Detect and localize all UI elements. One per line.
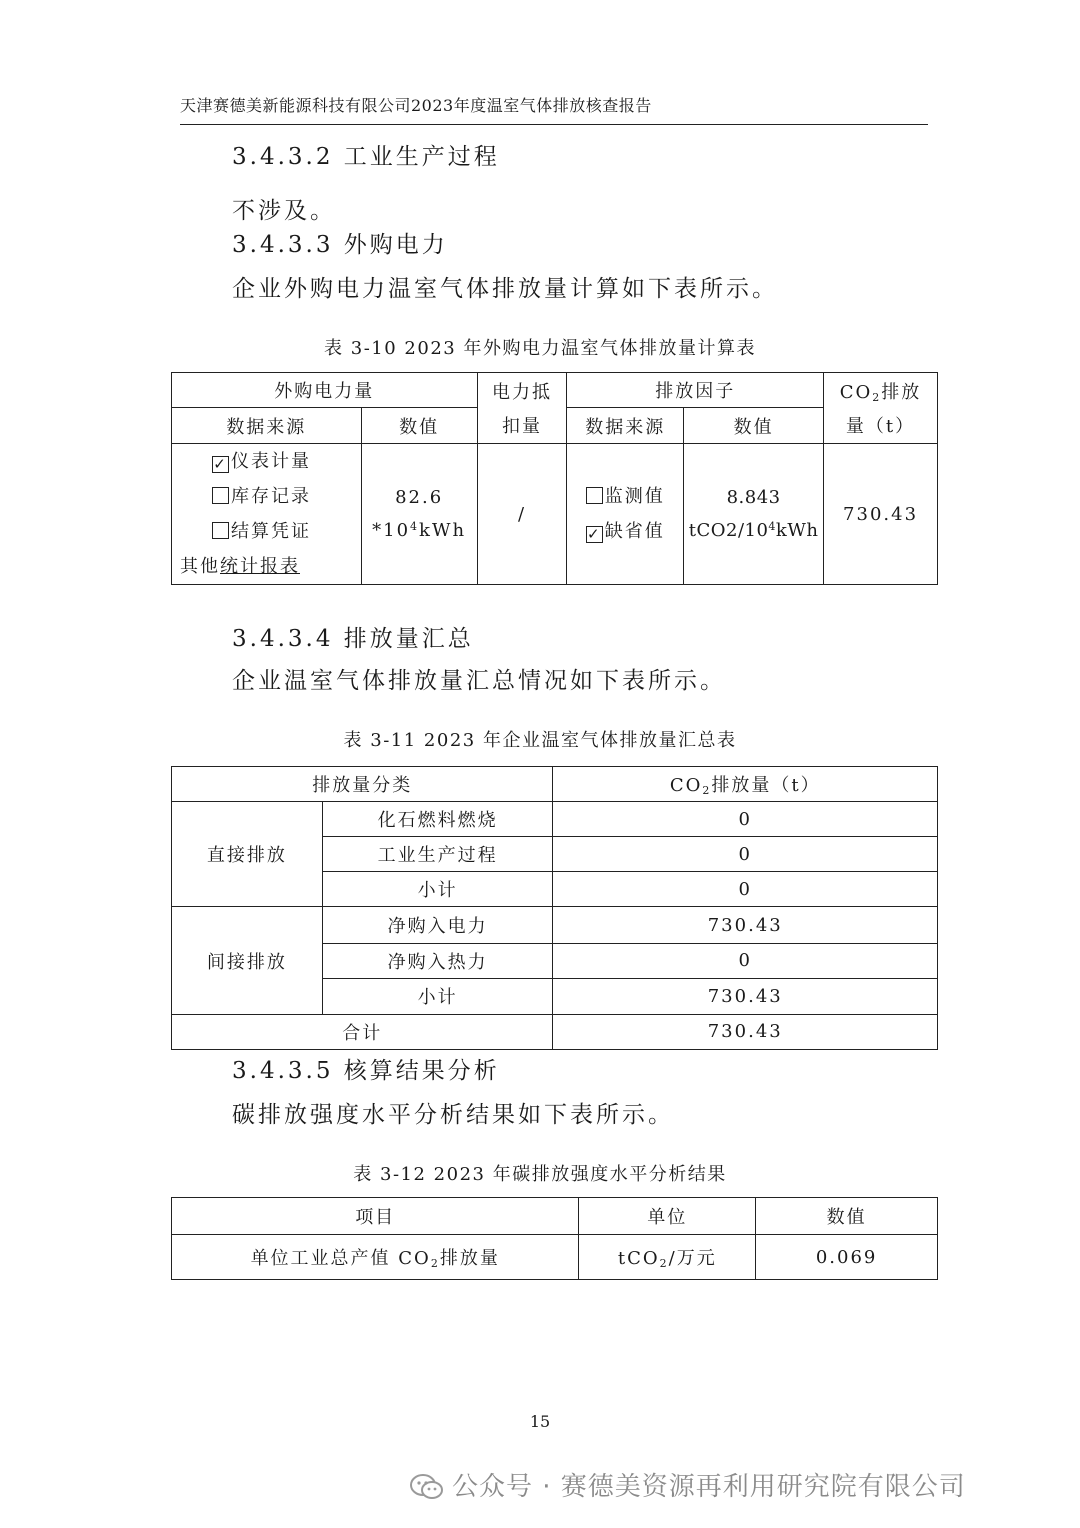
caption-table-3-10: 表 3-10 2023 年外购电力温室气体排放量计算表 bbox=[324, 338, 756, 359]
cell-indirect: 间接排放 bbox=[172, 907, 323, 1014]
th-co2-post: 排放量（t） bbox=[711, 775, 821, 797]
cell-elec-val: 730.43 bbox=[553, 907, 938, 943]
value-unit-sup: 4 bbox=[410, 520, 420, 533]
cell-item bbox=[172, 1235, 579, 1280]
th-co2-line1 bbox=[824, 378, 937, 404]
checkbox-icon bbox=[212, 522, 229, 539]
cell-indirect-subtotal: 小计 bbox=[322, 978, 553, 1014]
page-header bbox=[180, 92, 928, 125]
th-unit: 单位 bbox=[579, 1198, 756, 1235]
value-unit-post: kWh bbox=[419, 520, 467, 541]
th-deduct-line1: 电力抵 bbox=[491, 382, 552, 403]
value-unit-pre: *10 bbox=[372, 520, 411, 541]
page-number: 15 bbox=[529, 1412, 551, 1431]
table-3-12 bbox=[171, 1197, 938, 1280]
checkbox-icon: ✓ bbox=[213, 455, 228, 473]
cell-industrial-val: 0 bbox=[553, 837, 938, 872]
cell-value: 0.069 bbox=[756, 1235, 938, 1280]
th-factor: 排放因子 bbox=[567, 373, 824, 408]
cell-factor-value bbox=[684, 444, 824, 585]
th-co2-sub: 2 bbox=[872, 391, 882, 404]
table-3-10 bbox=[171, 372, 938, 585]
checkbox-icon bbox=[212, 487, 229, 504]
cell-direct: 直接排放 bbox=[172, 802, 323, 907]
heading-3432: 3.4.3.2 工业生产过程 bbox=[232, 144, 500, 170]
factor-unit-post: kWh bbox=[775, 520, 819, 541]
option-default bbox=[567, 514, 683, 549]
cell-factor-options bbox=[567, 444, 684, 585]
caption-table-3-11: 表 3-11 2023 年企业温室气体排放量汇总表 bbox=[343, 730, 737, 751]
item-sub: 2 bbox=[430, 1257, 440, 1270]
option-meter bbox=[212, 444, 361, 479]
cell-fossil-val: 0 bbox=[553, 802, 938, 837]
cell-heat-val: 0 bbox=[553, 943, 938, 978]
cell-total-val: 730.43 bbox=[553, 1014, 938, 1049]
th-factor-source: 数据来源 bbox=[567, 408, 684, 444]
factor-unit-sup: 4 bbox=[768, 520, 776, 533]
text-3434: 企业温室气体排放量汇总情况如下表所示。 bbox=[232, 668, 726, 694]
cell-deduct: / bbox=[477, 444, 567, 585]
cell-direct-subtotal: 小计 bbox=[322, 872, 553, 907]
th-deduct bbox=[477, 373, 567, 444]
cell-elec: 净购入电力 bbox=[322, 907, 553, 943]
th-co2-pre: CO bbox=[839, 382, 873, 403]
option-inventory-label: 库存记录 bbox=[231, 486, 311, 507]
th-co2-pre: CO bbox=[669, 775, 703, 797]
cell-direct-subtotal-val: 0 bbox=[553, 872, 938, 907]
unit-sub: 2 bbox=[659, 1257, 669, 1270]
heading-3433: 3.4.3.3 外购电力 bbox=[232, 232, 448, 258]
watermark bbox=[410, 1466, 966, 1503]
factor-unit-pre: tCO2/10 bbox=[688, 520, 769, 541]
unit-post: /万元 bbox=[668, 1248, 717, 1269]
header-title: 天津赛德美新能源科技有限公司2023年度温室气体排放核查报告 bbox=[180, 96, 652, 115]
cell-industrial: 工业生产过程 bbox=[322, 837, 553, 872]
th-purchased: 外购电力量 bbox=[172, 373, 478, 408]
wechat-icon bbox=[410, 1473, 444, 1501]
text-3433: 企业外购电力温室气体排放量计算如下表所示。 bbox=[232, 276, 778, 302]
value-number: 82.6 bbox=[395, 487, 444, 508]
unit-pre: tCO bbox=[617, 1248, 660, 1269]
checkbox-icon bbox=[586, 487, 603, 504]
option-monitor bbox=[567, 479, 683, 514]
cell-heat: 净购入热力 bbox=[322, 943, 553, 978]
factor-unit bbox=[684, 520, 823, 541]
th-co2-post: 排放 bbox=[881, 382, 922, 403]
option-other bbox=[180, 549, 361, 584]
option-monitor-label: 监测值 bbox=[604, 486, 665, 507]
text-3435: 碳排放强度水平分析结果如下表所示。 bbox=[232, 1102, 674, 1128]
cell-fossil: 化石燃料燃烧 bbox=[322, 802, 553, 837]
cell-total: 合计 bbox=[172, 1014, 553, 1049]
item-post: 排放量 bbox=[439, 1248, 500, 1269]
cell-unit bbox=[579, 1235, 756, 1280]
option-other-prefix: 其他 bbox=[180, 556, 220, 577]
th-category: 排放量分类 bbox=[172, 767, 553, 802]
th-co2-emission bbox=[553, 767, 938, 802]
watermark-text: 公众号 · 赛德美资源再利用研究院有限公司 bbox=[452, 1472, 966, 1502]
heading-3435: 3.4.3.5 核算结果分析 bbox=[232, 1058, 500, 1084]
option-meter-label: 仪表计量 bbox=[231, 451, 311, 472]
cell-value bbox=[361, 444, 477, 585]
factor-number: 8.843 bbox=[726, 487, 781, 508]
value-unit bbox=[362, 520, 477, 541]
th-co2-sub: 2 bbox=[702, 784, 712, 798]
cell-indirect-subtotal-val: 730.43 bbox=[553, 978, 938, 1014]
option-default-label: 缺省值 bbox=[604, 521, 665, 542]
th-item: 项目 bbox=[172, 1198, 579, 1235]
heading-3434: 3.4.3.4 排放量汇总 bbox=[232, 626, 474, 652]
th-value: 数值 bbox=[361, 408, 477, 444]
th-source: 数据来源 bbox=[172, 408, 362, 444]
th-co2-line2: 量（t） bbox=[845, 416, 916, 437]
th-factor-value: 数值 bbox=[684, 408, 824, 444]
option-other-underlined: 统计报表 bbox=[220, 556, 300, 577]
cell-source-options bbox=[172, 444, 362, 585]
option-settlement-label: 结算凭证 bbox=[231, 521, 311, 542]
option-settlement bbox=[212, 514, 361, 549]
th-value: 数值 bbox=[756, 1198, 938, 1235]
th-deduct-line2: 扣量 bbox=[501, 416, 542, 437]
text-3432: 不涉及。 bbox=[232, 198, 336, 224]
table-3-11 bbox=[171, 766, 938, 1050]
checkbox-icon: ✓ bbox=[586, 525, 602, 543]
th-co2 bbox=[824, 373, 938, 444]
cell-emission: 730.43 bbox=[824, 444, 938, 585]
option-inventory bbox=[212, 479, 361, 514]
item-pre: 单位工业总产值 CO bbox=[250, 1248, 431, 1269]
caption-table-3-12: 表 3-12 2023 年碳排放强度水平分析结果 bbox=[353, 1164, 727, 1185]
